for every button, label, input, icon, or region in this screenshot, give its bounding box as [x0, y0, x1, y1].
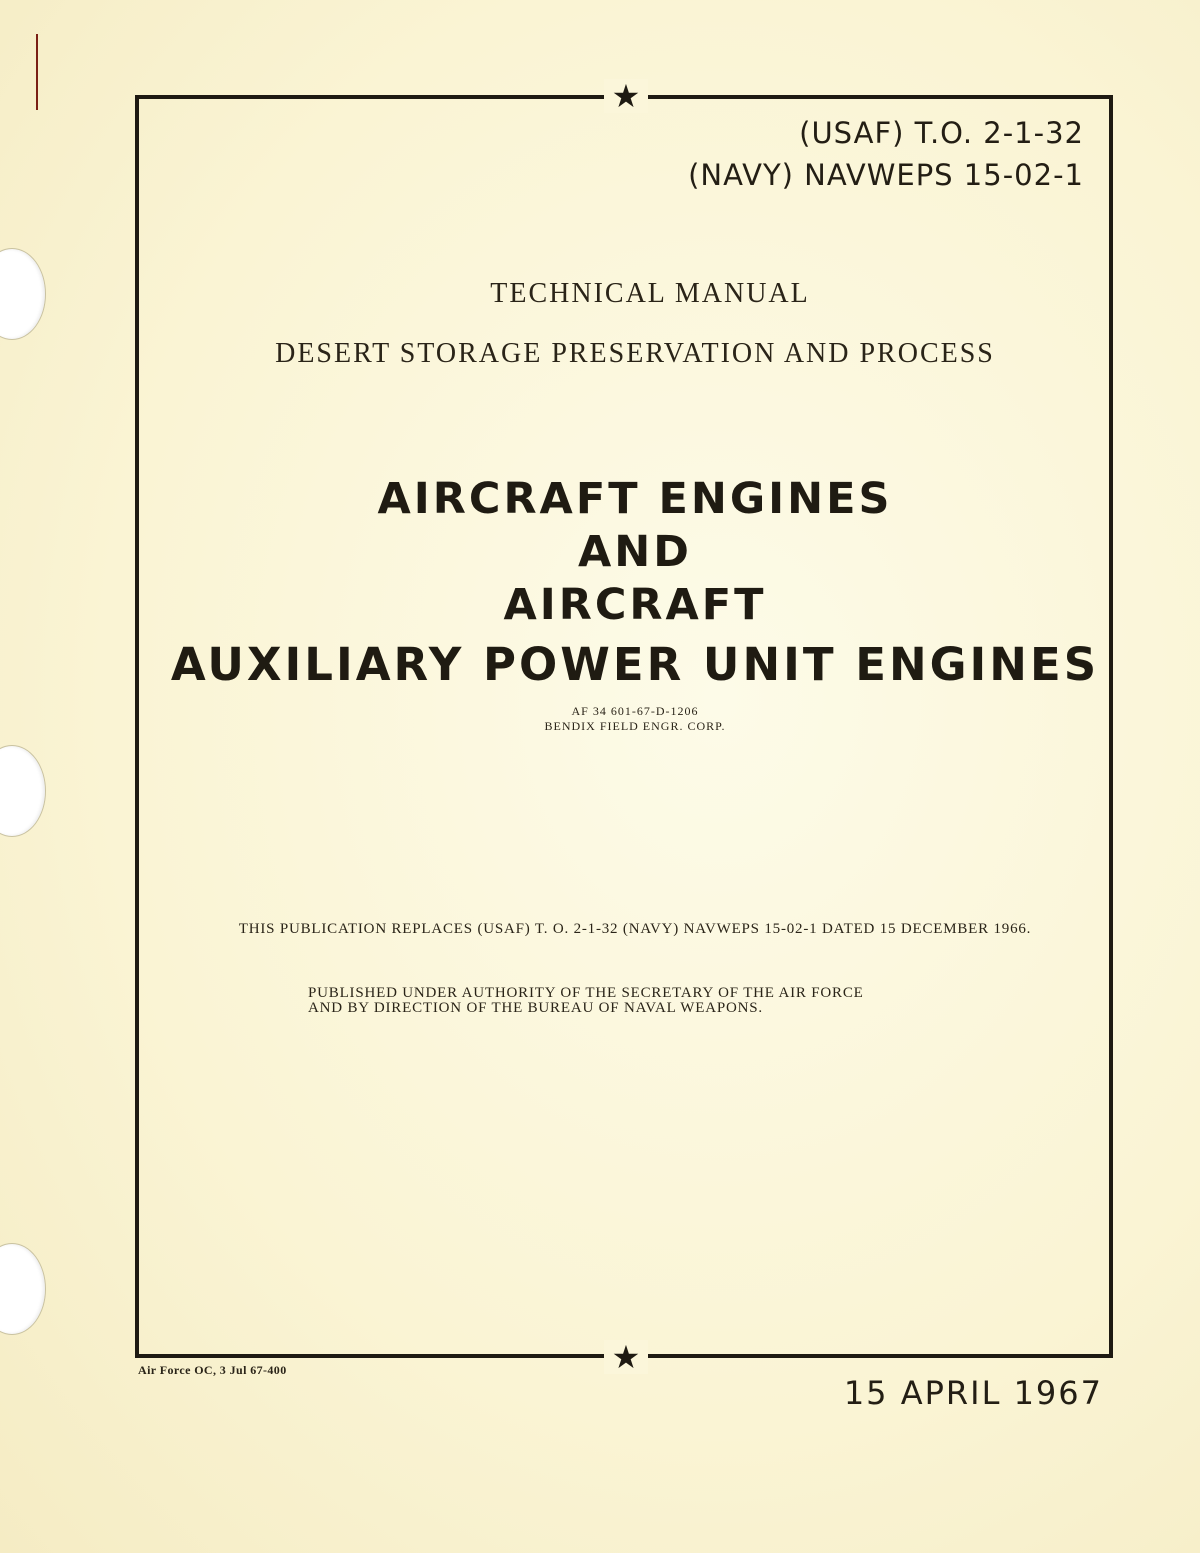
authority-line-1: PUBLISHED UNDER AUTHORITY OF THE SECRETARY OF THE AIR FORCE [308, 985, 864, 1001]
star-icon: ★ [604, 79, 648, 113]
title-line-4: AUXILIARY POWER UNIT ENGINES [170, 638, 1100, 691]
publication-date: 15 APRIL 1967 [843, 1374, 1103, 1412]
navy-document-number: (NAVY) NAVWEPS 15-02-1 [688, 158, 1084, 192]
title-line-2: AND [578, 527, 692, 577]
title-line-3: AIRCRAFT [503, 580, 767, 630]
replaces-notice: THIS PUBLICATION REPLACES (USAF) T. O. 2-1-32 (NAVY) NAVWEPS 15-02-1 DATED 15 DECEMBER 1966. [238, 921, 1032, 937]
usaf-document-number: (USAF) T.O. 2-1-32 [799, 116, 1084, 150]
contractor-name: BENDIX FIELD ENGR. CORP. [544, 719, 726, 733]
manual-type-heading: TECHNICAL MANUAL [490, 278, 810, 309]
authority-line-2: AND BY DIRECTION OF THE BUREAU OF NAVAL WEAPONS. [308, 1000, 763, 1016]
print-code: Air Force OC, 3 Jul 67-400 [138, 1363, 287, 1377]
edge-ink-mark [36, 34, 38, 110]
star-icon: ★ [604, 1340, 648, 1374]
title-line-1: AIRCRAFT ENGINES [377, 474, 893, 524]
manual-subject-heading: DESERT STORAGE PRESERVATION AND PROCESS [275, 338, 995, 369]
contract-number: AF 34 601-67-D-1206 [571, 704, 699, 718]
